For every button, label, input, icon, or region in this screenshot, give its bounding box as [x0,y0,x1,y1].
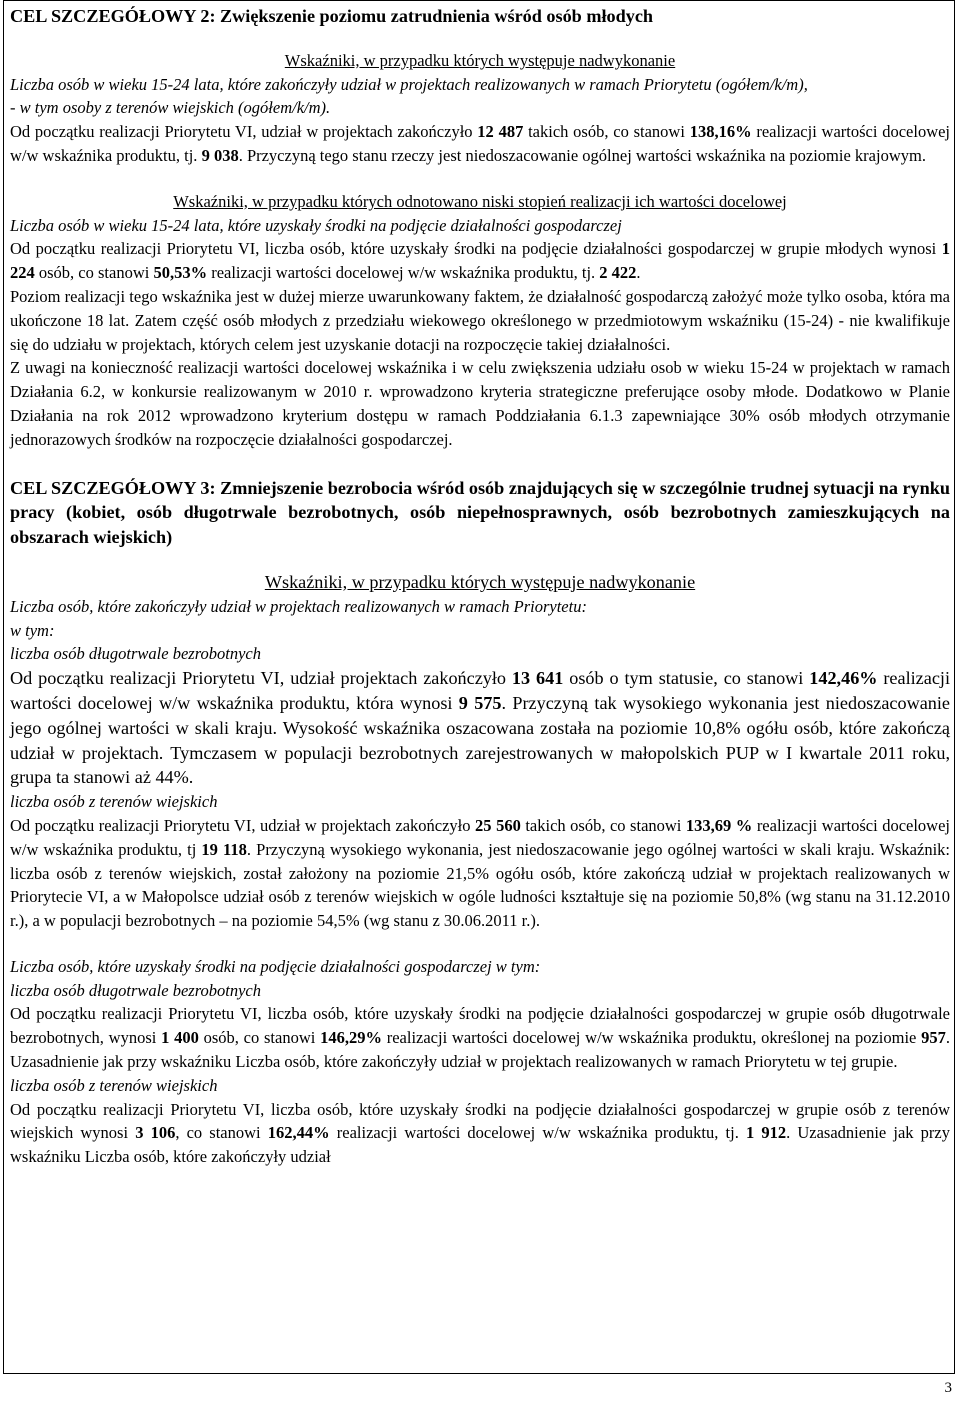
goal2-paragraph-3: Poziom realizacji tego wskaźnika jest w dużej mierze uwarunkowany faktem, że działalność gospodarczą założyć może tylko osoba, która ma ukończone 18 lat. Zatem część osób młodych z przedziału wiekowego określonego w przedmiotowym wskaźniku (15-24) - nie kwalifikuje się do udziału w projektach, których celem jest uzyskanie dotacji na rozpoczęcie takiej działalności. [10,286,950,354]
goal2-paragraph-1: Od początku realizacji Priorytetu VI, udział w projektach zakończyło 12 487 takich osób, co stanowi 138,16% realizacji wartości docelowej w/w wskaźnika produktu, tj. 9 038. Przyczyną tego stanu rzeczy jest niedoszacowanie ogólnej wartości wskaźnika na poziomie krajowym. [10,122,951,165]
goal2-indicator-2: Liczba osób w wieku 15-24 lata, które uzyskały środki na podjęcie działalności gospodarczej [10,215,622,235]
goal3-sub-rural-2: liczba osób z terenów wiejskich [10,1075,218,1095]
goal3-sub-rural: liczba osób z terenów wiejskich [10,792,218,812]
goal3-paragraph-2: Od początku realizacji Priorytetu VI, udział w projektach zakończyło 25 560 takich osób, co stanowi 133,69 % realizacji wartości docelowej w/w wskaźnika produktu, tj 19 118. Przyczyną wysokiego wykonania, jest niedoszacowanie jego ogólnej wartości w skali kraju. Wskaźnik: liczba osób z terenów wiejskich, został założony na poziomie 21,5% ogółu osób, które zakończą udział w projektach realizowanych w Priorytecie VI, a w Małopolsce udział osób z terenów wiejskich w ogóle ludności kształtuje się na poziomie 50,8% (wg stanu na 31.12.2010 r.), a w populacji bezrobotnych – na poziomie 54,5% (wg stanu z 30.06.2011 r.). [10,815,950,931]
goal2-paragraph-4: Z uwagi na konieczność realizacji wartości docelowej wskaźnika i w celu zwiększenia udziału osob w wieku 15-24 w projektach w ramach Działania 6.2, w konkursie realizowanym w 2010 r. wprowadzono kryteria strategiczne preferujące osoby młode. Dodatkowo w Planie Działania na rok 2012 wprowadzono kryterium dostępu w ramach Poddziałania 6.1.3 zapewniające 30% osób młodych otrzymanie jednorazowych środków na rozpoczęcie działalności gospodarczej. [10,358,950,449]
goal3-paragraph-3: Od początku realizacji Priorytetu VI, liczba osób, które uzyskały środki na podjęcie działalności gospodarczej w grupie osób długotrwale bezrobotnych, wynosi 1 400 osób, co stanowi 146,29% realizacji wartości docelowej w/w wskaźnika produktu, określonej na poziomie 957. Uzasadnienie jak przy wskaźniku Liczba osób, które zakończyły udział w projektach realizowanych w ramach Priorytetu w tej grupie. [10,1004,950,1072]
goal3-indicator-1-wtym: w tym: [10,620,55,640]
goal3-sub-long-term: liczba osób długotrwale bezrobotnych [10,644,261,664]
goal2-over-heading: Wskaźniki, w przypadku których występuje nadwykonanie [284,50,676,70]
goal3-over-heading: Wskaźniki, w przypadku których występuje nadwykonanie [264,571,696,592]
goal3-paragraph-1: Od początku realizacji Priorytetu VI, udział projektach zakończyło 13 641 osób o tym statusie, co stanowi 142,46% realizacji wartości docelowej w/w wskaźnika produktu, która wynosi 9 575. Przyczyną tak wysokiego wykonania jest niedoszacowanie jego ogólnej wartości w skali kraju. Wysokość wskaźnika oszacowana została na poziomie 10,8% ogółu osób, które zakończą udział w projektach. Tymczasem w populacji bezrobotnych zarejestrowanych w małopolskich PUP w I kwartale 2011 roku, grupa ta stanowi aż 44%. [10,668,951,788]
goal3-sub-long-term-2: liczba osób długotrwale bezrobotnych [10,980,261,1000]
goal3-indicator-1: Liczba osób, które zakończyły udział w projektach realizowanych w ramach Priorytetu: [10,596,587,616]
goal3-indicator-2: Liczba osób, które uzyskały środki na podjęcie działalności gospodarczej w tym: [10,956,541,976]
page-number: 3 [944,1380,952,1396]
goal3-title: CEL SZCZEGÓŁOWY 3: Zmniejszenie bezrobocia wśród osób znajdujących się w szczególnie trudnej sytuacji na rynku pracy (kobiet, osób długotrwale bezrobotnych, osób niepełnosprawnych, osób bezrobotnych zamieszkujących na obszarach wiejskich) [10,477,950,548]
goal2-low-heading: Wskaźniki, w przypadku których odnotowano niski stopień realizacji ich wartości docelowej [173,191,787,211]
goal2-indicator-1-rural: - w tym osoby z terenów wiejskich (ogółem/k/m). [10,98,331,118]
goal2-indicator-1: Liczba osób w wieku 15-24 lata, które zakończyły udział w projektach realizowanych w ramach Priorytetu (ogółem/k/m), [10,74,808,94]
goal2-paragraph-2: Od początku realizacji Priorytetu VI, liczba osób, które uzyskały środki na podjęcie działalności gospodarczej w grupie młodych wynosi 1 224 osób, co stanowi 50,53% realizacji wartości docelowej w/w wskaźnika produktu, tj. 2 422. [10,239,950,283]
document-body [10,4,950,1169]
goal3-paragraph-4: Od początku realizacji Priorytetu VI, liczba osób, które uzyskały środki na podjęcie działalności gospodarczej w grupie osób z terenów wiejskich wynosi 3 106, co stanowi 162,44% realizacji wartości docelowej w/w wskaźnika produktu, tj. 1 912. Uzasadnienie jak przy wskaźniku Liczba osób, które zakończyły udział [10,1099,950,1167]
goal2-title: CEL SZCZEGÓŁOWY 2: Zwiększenie poziomu zatrudnienia wśród osób młodych [10,6,654,26]
